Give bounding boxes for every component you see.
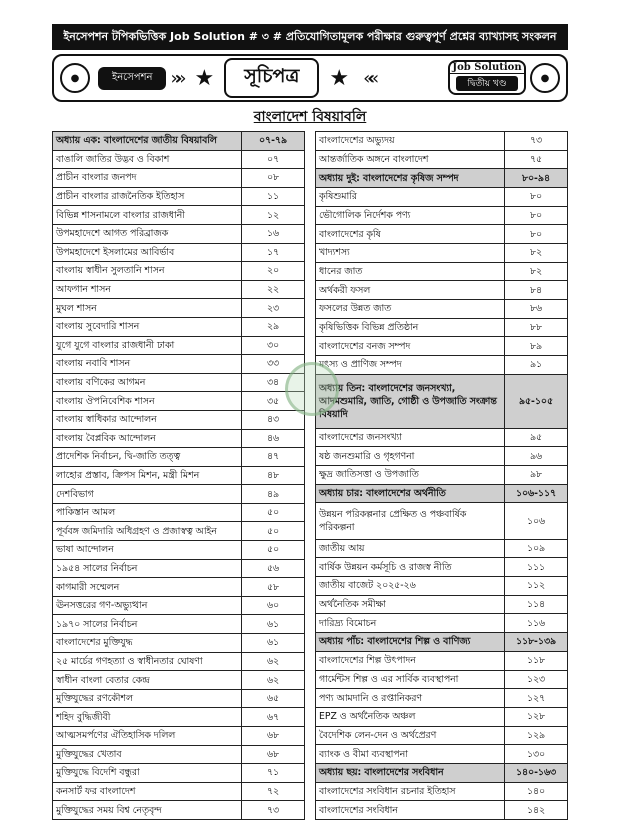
toc-page: ২৩ [242, 299, 305, 318]
toc-page: ৮৬ [505, 300, 568, 319]
toc-row [316, 206, 568, 225]
toc-page: ৪৬ [242, 429, 305, 448]
toc-topic: কনসার্ট ফর বাংলাদেশ [53, 782, 242, 801]
toc-page: ১১৬ [505, 614, 568, 633]
toc-topic: অধ্যায় চার: বাংলাদেশের অর্থনীতি [316, 484, 505, 503]
toc-row [316, 337, 568, 356]
toc-row [316, 262, 568, 281]
star-icon: ★ [194, 65, 215, 91]
toc-page: ৬৫ [242, 689, 305, 708]
chapter-header-row [53, 132, 305, 151]
toc-row [53, 448, 305, 467]
toc-page: ১১ [242, 187, 305, 206]
toc-topic: দেশবিভাগ [53, 485, 242, 504]
toc-topic: মুঘল শাসন [53, 299, 242, 318]
toc-row [316, 577, 568, 596]
toc-topic: মুক্তিযুদ্ধে বিদেশি বন্ধুরা [53, 764, 242, 783]
star-icon: ★ [329, 65, 350, 91]
toc-page: ১৬ [242, 224, 305, 243]
toc-row [316, 707, 568, 726]
toc-topic: বিভিন্ন শাসনামলে বাংলার রাজধানী [53, 206, 242, 225]
toc-row [53, 541, 305, 560]
toc-row [53, 355, 305, 374]
toc-page: ৮০ [505, 225, 568, 244]
toc-page: ১১৮-১৩৯ [505, 633, 568, 652]
toc-topic: জাতীয় আয় [316, 539, 505, 558]
chapter-header-row [316, 374, 568, 428]
toc-topic: বাঙালি জাতির উদ্ভব ও বিকাশ [53, 150, 242, 169]
toc-row [316, 244, 568, 263]
chapter-header-row [316, 169, 568, 188]
toc-page: ৭৩ [242, 801, 305, 820]
toc-row [316, 188, 568, 207]
toc-topic: মুক্তিযুদ্ধের সময় বিশ্ব নেতৃবৃন্দ [53, 801, 242, 820]
toc-topic: বার্ষিক উন্নয়ন কর্মসূচি ও রাজস্ব নীতি [316, 558, 505, 577]
toc-row [316, 466, 568, 485]
toc-page: ১০৬ [505, 503, 568, 539]
toc-page: ১২৩ [505, 670, 568, 689]
toc-row [53, 336, 305, 355]
toc-row [53, 373, 305, 392]
toc-topic: বাংলাদেশের মুক্তিযুদ্ধ [53, 634, 242, 653]
toc-row [316, 614, 568, 633]
toc-topic: আন্তর্জাতিক অঙ্গনে বাংলাদেশ [316, 150, 505, 169]
toc-topic: বাংলাদেশের শিল্প উৎপাদন [316, 651, 505, 670]
toc-page: ১২৮ [505, 707, 568, 726]
toc-topic: বাংলাদেশের সংবিধান [316, 801, 505, 820]
toc-page: ৩৪ [242, 373, 305, 392]
chevron-right-icon: »» [170, 67, 181, 89]
toc-page: ৯৫ [505, 428, 568, 447]
toc-page: ৮০ [505, 188, 568, 207]
toc-row [316, 745, 568, 764]
toc-topic: পণ্য আমদানি ও রপ্তানিকরণ [316, 689, 505, 708]
toc-row [53, 410, 305, 429]
toc-page: ৬৭ [242, 708, 305, 727]
toc-page: ১১৪ [505, 595, 568, 614]
toc-topic: বাংলাদেশের বনজ সম্পদ [316, 337, 505, 356]
toc-topic: শহিদ বুদ্ধিজীবী [53, 708, 242, 727]
toc-page: ৮৮ [505, 318, 568, 337]
toc-row [53, 206, 305, 225]
toc-topic: যুগে যুগে বাংলার রাজধানী ঢাকা [53, 336, 242, 355]
toc-row [316, 726, 568, 745]
toc-page: ৮২ [505, 262, 568, 281]
toc-page: ৮৯ [505, 337, 568, 356]
toc-topic: স্বাধীন বাংলা বেতার কেন্দ্র [53, 671, 242, 690]
toc-topic: ঊনসত্তরের গণ-অভ্যুত্থান [53, 596, 242, 615]
chapter-header-row [316, 763, 568, 782]
toc-row [53, 671, 305, 690]
toc-page: ১০৬-১১৭ [505, 484, 568, 503]
toc-topic: অধ্যায় ছয়: বাংলাদেশের সংবিধান [316, 763, 505, 782]
toc-page: ৬২ [242, 671, 305, 690]
toc-page: ৪৭ [242, 448, 305, 467]
toc-row [53, 187, 305, 206]
toc-topic: খাদ্যশস্য [316, 244, 505, 263]
toc-topic: মৎস্য ও প্রাণিজ সম্পদ [316, 356, 505, 375]
toc-topic: অর্থকরী ফসল [316, 281, 505, 300]
toc-row [53, 243, 305, 262]
toc-topic: EPZ ও অর্থনৈতিক অঞ্চল [316, 707, 505, 726]
toc-page: ১১৮ [505, 651, 568, 670]
toc-page: ৮০-৯৪ [505, 169, 568, 188]
toc-page: ৫০ [242, 522, 305, 541]
toc-topic: ১৯৭০ সালের নির্বাচন [53, 615, 242, 634]
edition-badge [448, 60, 526, 95]
toc-row [53, 299, 305, 318]
toc-topic: জাতীয় বাজেট ২০২৫-২৬ [316, 577, 505, 596]
toc-topic: প্রাচীন বাংলার জনপদ [53, 169, 242, 188]
toc-topic: ২৫ মার্চের গণহত্যা ও স্বাধীনতার ঘোষণা [53, 652, 242, 671]
toc-page: ৯৬ [505, 447, 568, 466]
toc-topic: অধ্যায় এক: বাংলাদেশের জাতীয় বিষয়াবলি [53, 132, 242, 151]
toc-page: ৭২ [242, 782, 305, 801]
toc-topic: ক্ষুদ্র জাতিসত্তা ও উপজাতি [316, 466, 505, 485]
toc-row [316, 318, 568, 337]
toc-topic: বাংলাদেশের কৃষি [316, 225, 505, 244]
toc-page: ২২ [242, 280, 305, 299]
toc-page: ৫০ [242, 541, 305, 560]
toc-row [316, 447, 568, 466]
toc-page: ৯৫-১০৫ [505, 374, 568, 428]
toc-topic: উপমহাদেশে আগত পরিব্রাজক [53, 224, 242, 243]
toc-topic: ফসলের উন্নত জাত [316, 300, 505, 319]
page-title: সূচিপত্র [224, 58, 319, 98]
toc-row [53, 634, 305, 653]
toc-row [53, 578, 305, 597]
toc-topic: বাংলায় বৈপ্লবিক আন্দোলন [53, 429, 242, 448]
toc-topic: গার্মেন্টস শিল্প ও এর সার্বিক ব্যবস্থাপনা [316, 670, 505, 689]
toc-page: ১৪২ [505, 801, 568, 820]
toc-page: ৫৬ [242, 559, 305, 578]
toc-topic: ১৯৫৪ সালের নির্বাচন [53, 559, 242, 578]
toc-topic: দারিদ্র্য বিমোচন [316, 614, 505, 633]
toc-topic: কাগমারী সম্মেলন [53, 578, 242, 597]
toc-page: ২৯ [242, 317, 305, 336]
toc-page: ৯৮ [505, 466, 568, 485]
toc-row [53, 782, 305, 801]
toc-row [316, 782, 568, 801]
toc-topic: অধ্যায় পাঁচ: বাংলাদেশের শিল্প ও বাণিজ্য [316, 633, 505, 652]
toc-row [53, 522, 305, 541]
toc-row [316, 539, 568, 558]
toc-row [316, 300, 568, 319]
title-banner [52, 54, 568, 102]
toc-page: ১১২ [505, 577, 568, 596]
toc-row [316, 132, 568, 151]
toc-topic: পূর্ববঙ্গ জমিদারি অধিগ্রহণ ও প্রজাস্বত্ব আইন [53, 522, 242, 541]
toc-page: ০৮ [242, 169, 305, 188]
toc-row [53, 317, 305, 336]
toc-row [53, 429, 305, 448]
toc-page: ৩৩ [242, 355, 305, 374]
toc-topic: ধানের জাত [316, 262, 505, 281]
toc-topic: বাংলায় স্বাধীন সুলতানি শাসন [53, 262, 242, 281]
toc-page: ১০৯ [505, 539, 568, 558]
toc-row [53, 689, 305, 708]
section-subtitle: বাংলাদেশ বিষয়াবলি [253, 109, 367, 125]
toc-row [53, 727, 305, 746]
badge-subtitle: দ্বিতীয় খণ্ড [456, 76, 518, 91]
toc-topic: মুক্তিযুদ্ধের রণকৌশল [53, 689, 242, 708]
toc-topic: বাংলায় স্বাধিকার আন্দোলন [53, 410, 242, 429]
toc-topic: ষষ্ঠ জনশুমারি ও গৃহগণনা [316, 447, 505, 466]
toc-topic: ভৌগোলিক নির্দেশক পণ্য [316, 206, 505, 225]
toc-row [316, 689, 568, 708]
toc-topic: বাংলায় বণিকের আগমন [53, 373, 242, 392]
toc-page: ৬১ [242, 634, 305, 653]
toc-row [53, 485, 305, 504]
toc-row [53, 801, 305, 820]
toc-topic: পাকিস্তান আমল [53, 503, 242, 522]
toc-topic: প্রাচীন বাংলার রাজনৈতিক ইতিহাস [53, 187, 242, 206]
toc-page: ৬৮ [242, 727, 305, 746]
toc-topic: বাংলায় সুবেদারি শাসন [53, 317, 242, 336]
chapter-header-row [316, 633, 568, 652]
toc-row [53, 280, 305, 299]
toc-topic: উন্নয়ন পরিকল্পনার প্রেক্ষিত ও পঞ্চবার্ষিক পরিকল্পনা [316, 503, 505, 539]
toc-row [53, 224, 305, 243]
badge-title: Job Solution [450, 62, 524, 74]
toc-page: ২০ [242, 262, 305, 281]
page [52, 24, 568, 820]
toc-row [53, 559, 305, 578]
circle-icon: ● [60, 63, 90, 93]
toc-columns [52, 131, 568, 820]
toc-table-right [315, 131, 568, 820]
toc-page: ১২৭ [505, 689, 568, 708]
toc-page: ৭৫ [505, 150, 568, 169]
circle-icon: ● [530, 63, 560, 93]
toc-page: ৫৮ [242, 578, 305, 597]
toc-page: ১৪০ [505, 782, 568, 801]
toc-topic: আত্মসমর্পণের ঐতিহাসিক দলিল [53, 727, 242, 746]
toc-row [316, 801, 568, 820]
toc-row [316, 595, 568, 614]
toc-topic: বৈদেশিক লেন-দেন ও অর্থপ্রেরণ [316, 726, 505, 745]
toc-page: ৪৮ [242, 466, 305, 485]
toc-page: ১১১ [505, 558, 568, 577]
toc-topic: মুক্তিযুদ্ধের খেতাব [53, 745, 242, 764]
chapter-header-row [316, 484, 568, 503]
toc-page: ৭১ [242, 764, 305, 783]
toc-row [316, 428, 568, 447]
toc-topic: প্রাদেশিক নির্বাচন, দ্বি-জাতি তত্ত্ব [53, 448, 242, 467]
brand-label: ইনসেপশন [98, 67, 166, 90]
toc-topic: লাহোর প্রস্তাব, ক্রিপস মিশন, মন্ত্রী মিশন [53, 466, 242, 485]
toc-topic: অধ্যায় তিন: বাংলাদেশের জনসংখ্যা, আদমশুমারি, জাতি, গোষ্ঠী ও উপজাতি সংক্রান্ত বিষয়াদি [316, 374, 505, 428]
toc-topic: অধ্যায় দুই: বাংলাদেশের কৃষিজ সম্পদ [316, 169, 505, 188]
toc-row [53, 503, 305, 522]
watermark-seal [285, 362, 339, 416]
toc-table-left [52, 131, 305, 820]
toc-topic: অর্থনৈতিক সমীক্ষা [316, 595, 505, 614]
toc-page: ৬০ [242, 596, 305, 615]
toc-page: ১৭ [242, 243, 305, 262]
toc-row [316, 558, 568, 577]
toc-page: ৪৯ [242, 485, 305, 504]
toc-page: ৮২ [505, 244, 568, 263]
toc-page: ৬২ [242, 652, 305, 671]
toc-row [316, 670, 568, 689]
toc-page: ৫০ [242, 503, 305, 522]
toc-row [316, 651, 568, 670]
toc-page: ০৭ [242, 150, 305, 169]
toc-page: ৬৮ [242, 745, 305, 764]
toc-row [316, 503, 568, 539]
toc-topic: বাংলায় ঔপনিবেশিক শাসন [53, 392, 242, 411]
chevron-left-icon: «« [363, 67, 374, 89]
toc-page: ৭৩ [505, 132, 568, 151]
toc-page: ৮০ [505, 206, 568, 225]
toc-page: ০৭-৭৯ [242, 132, 305, 151]
toc-row [53, 764, 305, 783]
toc-topic: ভাষা আন্দোলন [53, 541, 242, 560]
top-banner-text: ইনসেপশন টপিকভিত্তিক Job Solution # ৩ # প্রতিযোগিতামূলক পরীক্ষার গুরুত্বপূর্ণ প্রশ্নের ব্যাখ্যাসহ সংকলন [63, 29, 557, 43]
toc-row [53, 745, 305, 764]
toc-row [316, 150, 568, 169]
toc-page: ৪৩ [242, 410, 305, 429]
toc-page: ১২ [242, 206, 305, 225]
toc-page: ৮৪ [505, 281, 568, 300]
toc-page: ১৩০ [505, 745, 568, 764]
toc-page: ৯১ [505, 356, 568, 375]
toc-row [53, 708, 305, 727]
toc-row [53, 615, 305, 634]
toc-topic: আফগান শাসন [53, 280, 242, 299]
toc-row [53, 262, 305, 281]
toc-row [53, 392, 305, 411]
top-banner [52, 24, 568, 50]
toc-row [53, 466, 305, 485]
toc-row [316, 225, 568, 244]
toc-row [53, 652, 305, 671]
toc-topic: বাংলায় নবাবি শাসন [53, 355, 242, 374]
toc-topic: উপমহাদেশে ইসলামের আবির্ভাব [53, 243, 242, 262]
toc-topic: বাংলাদেশের জনসংখ্যা [316, 428, 505, 447]
toc-topic: কৃষিভিত্তিক বিভিন্ন প্রতিষ্ঠান [316, 318, 505, 337]
toc-row [53, 169, 305, 188]
toc-row [53, 596, 305, 615]
toc-page: ১২৯ [505, 726, 568, 745]
toc-page: ৩০ [242, 336, 305, 355]
toc-row [316, 281, 568, 300]
toc-topic: কৃষিশুমারি [316, 188, 505, 207]
toc-page: ১৪০-১৬৩ [505, 763, 568, 782]
toc-page: ৬১ [242, 615, 305, 634]
toc-topic: বাংলাদেশের অভ্যুদয় [316, 132, 505, 151]
toc-row [316, 356, 568, 375]
toc-row [53, 150, 305, 169]
toc-topic: বাংলাদেশের সংবিধান রচনার ইতিহাস [316, 782, 505, 801]
toc-topic: ব্যাংক ও বীমা ব্যবস্থাপনা [316, 745, 505, 764]
toc-page: ৩৫ [242, 392, 305, 411]
